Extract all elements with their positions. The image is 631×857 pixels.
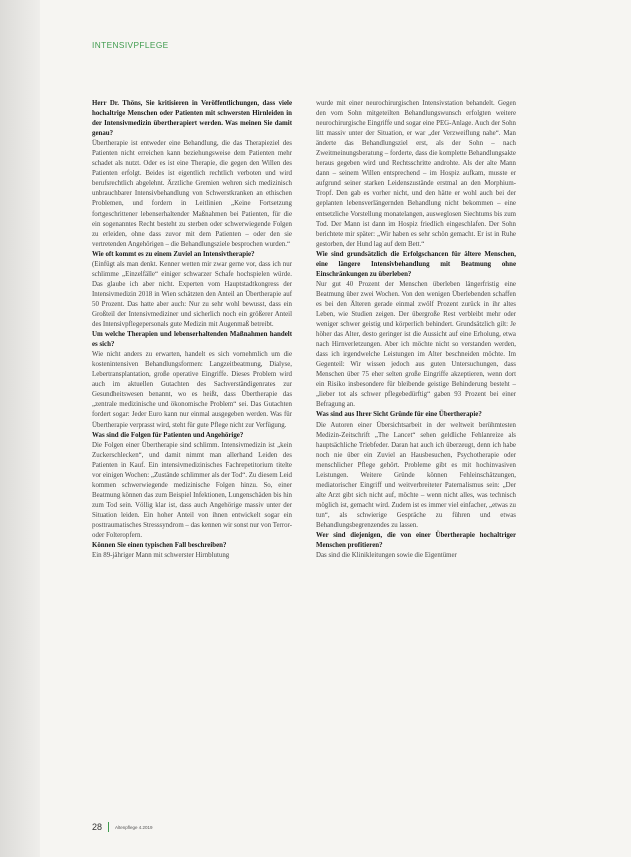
interview-answer: wurde mit einer neurochirurgischen Intensivstation behandelt. Gegen den vom Sohn mitgeteilten Behandlungswunsch erfolgten weitere neurochirurgische Eingriffe und sogar eine PEG-Anlage. Auch der Sohn litt massiv unter der Situation, er war „der Verzweiflung nahe“. Man änderte das Behandlungsziel erst, als der Sohn – nach Zweitmeinungsberatung – forderte, dass die komplette Behandlungsakte heraus gegeben wird und Rechtsschritte androhte. Als der alte Mann dann – seinem Willen entsprechend – im Hospiz aufkam, musste er aufgrund seiner starken Leidenszustände erstmal an den Morphium-Tropf. Den gab es vorher nicht, und den hätte er wohl auch bei der geplanten lebensverlängernden Behandlung nicht bekommen – eine entsetzliche Vorstellung monatelangen, ausweglosen Siechtums bis zum Tod. Der Mann ist dann im Hospiz friedlich eingeschlafen. Der Sohn berichtete mir später: „Wir haben es sehr schön gemacht. Er ist in Ruhe gestorben, der Hund lag auf dem Bett.“: [316, 100, 516, 248]
article-column-right: [316, 99, 516, 561]
interview-answer: Die Autoren einer Übersichtsarbeit in der weltweit berühmtesten Medizin-Zeitschrift „The Lancet“ sehen geldliche Fehlanreize als hauptsächliche Triebfeder. Daran hat auch ich überzeugt, denn ich habe noch nie über ein Zuviel an Hausbesuchen, Psychotherapie oder menschlicher Pflege gehört. Probleme gibt es mit hochinvasiven Leistungen. Weitere Gründe können Fehleinschätzungen, mediatorischer Eingriff und weitverbreiteter Paternalismus sein: „Der alte Arzt gibt sich nicht auf, möchte – wenn nicht alles, was technisch möglich ist, gemacht wird. Zudem ist es immer viel einfacher, „etwas zu tun“, als schwierige Gespräche zu führen und etwas Behandlungsbegrenzendes zu lassen.: [316, 421, 516, 529]
magazine-name: Altenpflege 4.2019: [115, 824, 153, 830]
article-column-left: [92, 99, 292, 561]
interview-question: Wie oft kommt es zu einem Zuviel an Intensivtherapie?: [92, 250, 255, 258]
interview-question: Um welche Therapien und lebenserhaltenden Maßnahmen handelt es sich?: [92, 331, 292, 349]
interview-question: Wie sind grundsätzlich die Erfolgschancen für ältere Menschen, eine längere Intensivbehandlung mit Beatmung ohne Einschränkungen zu überleben?: [316, 250, 516, 278]
interview-question: Herr Dr. Thöns, Sie kritisieren in Veröffentlichungen, dass viele hochaltrige Menschen oder Patienten mit schwersten Hirnleiden in der Intensivmedizin übertherapiert werden. Was meinen Sie damit genau?: [92, 100, 292, 138]
page-number: 28: [92, 822, 103, 832]
interview-answer: Ein 89-jähriger Mann mit schwerster Hirnblutung: [92, 552, 230, 560]
interview-question: Können Sie einen typischen Fall beschreiben?: [92, 542, 227, 550]
interview-answer: Nur gut 40 Prozent der Menschen überleben längerfristig eine Beatmung über zwei Wochen. Von den wenigen Überlebenden schaffen es bei den Älteren gerade einmal zwölf Prozent zurück in ihr altes Leben, wie Studien zeigen. Der übergroße Rest verbleibt mehr oder weniger schwer geistig und körperlich behindert. Grundsätzlich gilt: Je höher das Alter, desto geringer ist die Aussicht auf eine Erholung, etwa nach Hirnverletzungen. Aber ich möchte nicht so verstanden werden, dass ich irgendwelche Leistungen im Alter beschneiden möchte. Im Gegenteil: Wir wissen jedoch aus guten Untersuchungen, dass Menschen über 75 eher selten große Eingriffe akzeptieren, wenn dort ein Risiko insbesondere für bleibende geistige Behinderung besteht – „lieber tot als schwer pflegebedürftig“ gaben 93 Prozent bei einer Befragung an.: [316, 280, 516, 409]
interview-answer: Wie nicht anders zu erwarten, handelt es sich vornehmlich um die kostenintensiven Behandlungsformen: Langzeitbeatmung, Dialyse, Lebertransplantation, große operative Eingriffe. Dieses Problem wird auch im aktuellen Gutachten des Sachverständigenrates zur Gesundheitswesen benannt, wo es heißt, dass Übertherapie das „zentrale medizinische und ökonomische Problem“ sei. Das Gutachten fordert sogar: Jeder Euro kann nur einmal ausgegeben werden. Was für Übertherapie verprasst wird, steht für gute Pflege nicht zur Verfügung.: [92, 351, 292, 429]
page-footer: [92, 822, 153, 832]
section-label: INTENSIVPFLEGE: [92, 40, 169, 50]
interview-question: Was sind die Folgen für Patienten und Angehörige?: [92, 431, 244, 439]
interview-answer: Die Folgen einer Übertherapie sind schlimm. Intensivmedizin ist „kein Zuckerschlecken“, und damit nimmt man allerhand Leiden des Patienten in Kauf. Ein intensivmedizinisches Fachrepetitorium titelte vor einigen Wochen: „Zustände schlimmer als der Tod“. Zu diesem Leid kommen schwerwiegende medizinische Folgen hinzu. So, einer Beatmung können das zum Beispiel Infektionen, Lungenschäden bis hin zum Tod sein. Völlig klar ist, dass auch Angehörige massiv unter der Situation leiden. Ein hoher Anteil von ihnen entwickelt sogar ein posttraumatisches Stresssyndrom – das kennen wir sonst nur von Terror- oder Folteropfern.: [92, 441, 293, 540]
interview-answer: Übertherapie ist entweder eine Behandlung, die das Therapieziel des Patienten nicht erreichen kann beziehungsweise dem Patienten mehr schadet als nutzt. Oder es ist eine Therapie, die gegen den Willen des Patienten erfolgt. Beides ist eigentlich rechtlich verboten und wird berufsrechtlich abgelehnt. Ärztliche Gremien wehren sich medizinisch unbrauchbarer Intensivbehandlung von Schwerstkranken an ethischen Problemen, und fordern in Leitlinien „Keine Fortsetzung fortgeschrittener lebenserhaltender Maßnahmen bei Patienten, für die ein sogenanntes Recht besteht zu sterben oder schwerwiegende Folgen zu erleiden, ohne dass zuvor mit dem Patienten – oder den sie vertretenden Angehörigen – die Behandlungsziele besprochen wurden.“: [92, 140, 292, 248]
interview-answer: Das sind die Klinikleitungen sowie die Eigentümer: [316, 552, 457, 560]
page-binding-shadow: [0, 0, 40, 857]
interview-question: Was sind aus Ihrer Sicht Gründe für eine Übertherapie?: [316, 411, 482, 419]
interview-question: Wer sind diejenigen, die von einer Übertherapie hochaltriger Menschen profitieren?: [316, 532, 516, 550]
footer-divider: [108, 822, 109, 832]
interview-answer: (Einfügt als man denkt. Kenner wetten mir zwar gerne vor, dass ich nur schlimme „Einzelfälle“ einiger schwarzer Schafe hochspielen würde. Das glaube ich aber nicht. Experten vom Hauptstadtkongress der Intensivmedizin 2018 in Wien schätzten den Anteil an Übertherapie auf 50 Prozent. Das hatte aber auch: Nur zu sehr wohl bewusst, dass ein Großteil der Intensivmediziner und sicherlich noch ein größerer Anteil des Intensivpflegepersonals gute Medizin mit Augenmaß betreibt.: [92, 260, 292, 329]
